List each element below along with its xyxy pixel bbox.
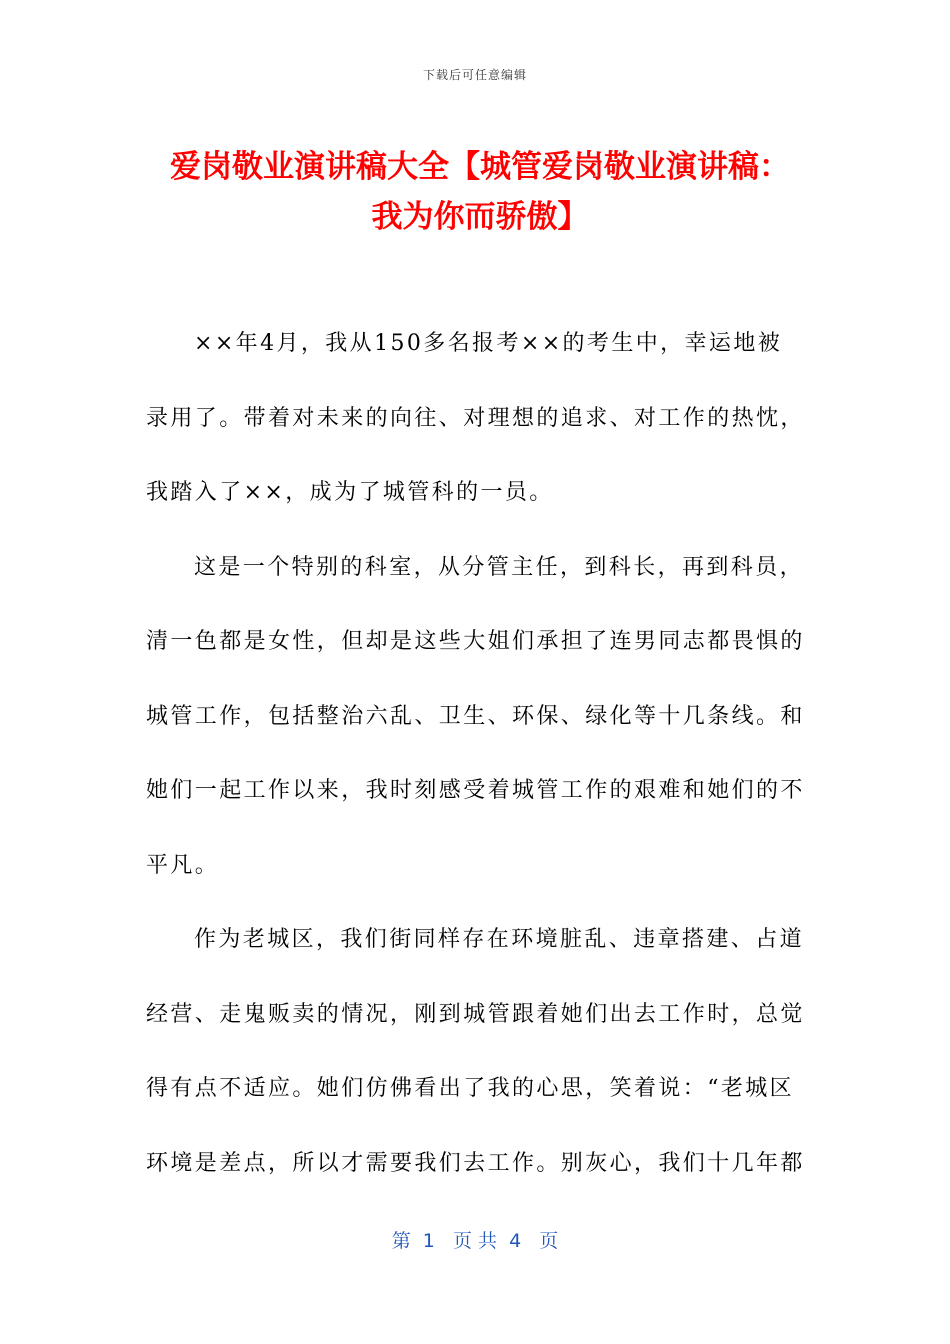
paragraph-3-line: 得有点不适应。她们仿佛看出了我的心思，笑着说：“老城区: [146, 1076, 795, 1101]
page-footer: 第 1 页 共 4 页: [391, 1230, 559, 1252]
paragraph-1-line: ××年4月，我从150多名报考××的考生中，幸运地被: [194, 331, 783, 356]
paragraph-3-line: 环境是差点，所以才需要我们去工作。别灰心，我们十几年都: [146, 1150, 805, 1176]
header-note: 下载后可任意编辑: [422, 68, 527, 82]
title-line-1: 爱岗敬业演讲稿大全【城管爱岗敬业演讲稿：: [170, 149, 790, 185]
paragraph-2-line: 清一色都是女性，但却是这些大姐们承担了连男同志都畏惧的: [146, 629, 805, 654]
paragraph-2-line: 她们一起工作以来，我时刻感受着城管工作的艰难和她们的不: [146, 778, 805, 803]
paragraph-2-line: 这是一个特别的科室，从分管主任，到科长，再到科员，: [194, 554, 805, 580]
paragraph-1-line: 我踏入了××，成为了城管科的一员。: [146, 480, 554, 505]
paragraph-3-line: 作为老城区，我们街同样存在环境脏乱、违章搭建、占道: [194, 927, 805, 952]
paragraph-3-line: 经营、走鬼贩卖的情况，刚到城管跟着她们出去工作时，总觉: [146, 1001, 805, 1027]
paragraph-1-line: 录用了。带着对未来的向往、对理想的追求、对工作的热忱，: [146, 405, 805, 431]
paragraph-2-line: 平凡。: [146, 852, 220, 878]
body-text: [146, 322, 805, 1216]
paragraph-2-line: 城管工作，包括整治六乱、卫生、环保、绿化等十几条线。和: [146, 703, 805, 729]
title-line-2: 我为你而骄傲】: [371, 199, 589, 235]
document-title: [150, 142, 810, 242]
